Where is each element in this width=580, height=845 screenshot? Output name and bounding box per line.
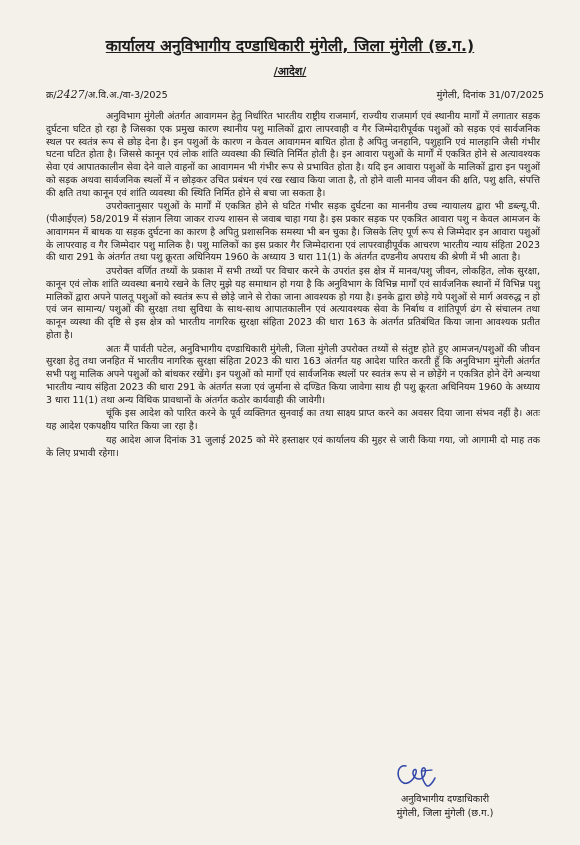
reference-handwritten-number: 2427 <box>56 88 85 101</box>
handwritten-signature <box>392 758 438 790</box>
paragraph-1: अनुविभाग मुंगेली अंतर्गत आवागमन हेतु निर्धारित भारतीय राष्ट्रीय राजमार्ग, राज्यीय राजमार्ग एवं स्थानीय मार्गों में लगातार सड़क दुर्घटना घटित हो रहा है जिसका एक प्रमुख कारण स्थानीय पशु मालिकों द्वारा लापरवाही व गैर जिम्मेदारीपूर्वक पशुओं को सड़क एवं सार्वजनिक स्थल पर स्वतंत्र रूप से छोड़ देना है। इन पशुओं के कारण न केवल आवागमन बाधित होता है अपितु जनहानि, पशुहानि एवं मालहानि जैसी गंभीर घटना घटित होता है। जिससे कानून एवं लोक शांति व्यवस्था की स्थिति निर्मित होती है। इन आवारा पशुओं के मार्गों में एकत्रित होने से अत्यावश्यक सेवा एवं आपातकालीन सेवा देने वाले वाहनों का आवागमन भी गंभीर रूप से प्रभावित होता है। यदि इन आवारा पशुओं के मालिकों द्वारा इन पशुओं को सड़क अथवा सार्वजनिक स्थलों में न छोड़कर उचित प्रबंधन एवं रख रखाव किया जाता है, तो होने वाली मानव जीवन की क्षति, पशु क्षति, संपत्ति की क्षति तथा कानून एवं शांति व्यवस्था की स्थिति निर्मित होने से बचा जा सकता है। <box>46 111 540 199</box>
paragraph-4: अतः मैं पार्वती पटेल, अनुविभागीय दण्डाधिकारी मुंगेली, जिला मुंगेली उपरोक्त तथ्यों से संतुष्ट होते हुए आमजन/पशुओं की जीवन सुरक्षा हेतु तथा जनहित में भारतीय नागरिक सुरक्षा संहिता 2023 की धारा 163 अंतर्गत यह आदेश पारित करती हूँ कि अनुविभाग मुंगेली अंतर्गत सभी पशु मालिक अपने पशुओं को बांधकर रखेंगे। इन पशुओं को मार्गों एवं सार्वजनिक स्थलों पर स्वतंत्र रूप से न छोड़ेंगे न एकत्रित होने देंगे अन्यथा भारतीय न्याय संहिता 2023 की धारा 291 के अंतर्गत सजा एवं जुर्माना से दण्डित किया जावेगा साथ ही पशु क्रूरता अधिनियम 1960 के अध्याय 3 धारा 11(1) तथा अन्य विधिक प्रावधानों के अंतर्गत कठोर कार्यवाही की जावेगी। <box>46 343 540 406</box>
office-title: कार्यालय अनुविभागीय दण्डाधिकारी मुंगेली, जिला मुंगेली (छ.ग.) <box>105 37 475 55</box>
reference-prefix: क्र/ <box>46 90 57 101</box>
signature-block <box>360 793 530 820</box>
place-date: मुंगेली, दिनांक 31/07/2025 <box>436 90 544 101</box>
signatory-designation: अनुविभागीय दण्डाधिकारी <box>400 794 490 805</box>
paragraph-3: उपरोक्त वर्णित तथ्यों के प्रकाश में सभी तथ्यों पर विचार करने के उपरांत इस क्षेत्र में मानव/पशु जीवन, लोकहित, लोक सुरक्षा, कानून एवं लोक शांति व्यवस्था बनाये रखने के लिए मुझे यह समाधान हो गया है कि अनुविभाग के विभिन्न मार्गों एवं सार्वजनिक स्थानों में विभिन्न पशु मालिकों द्वारा अपने पालतू पशुओं को स्वतंत्र रूप से छोड़े जाने से रोका जाना आवश्यक हो गया है। इनके द्वारा छोड़े गये पशुओं से मार्ग अवरुद्ध न हो एवं जन सामान्य/ पशुओं की सुरक्षा तथा सुविधा के साथ-साथ आपातकालीन एवं अत्यावश्यक सेवा के निर्बाध व शांतिपूर्ण ढंग से संचालन तथा कानून व्यस्था की दृष्टि से इस क्षेत्र को भारतीय नागरिक सुरक्षा संहिता 2023 की धारा 163 के अंतर्गत प्रतिबंधित किया जाना आवश्यक प्रतीत होता है। <box>46 266 540 341</box>
reference-number <box>46 88 168 101</box>
signatory-location: मुंगेली, जिला मुंगेली (छ.ग.) <box>396 807 494 819</box>
order-label: /आदेश/ <box>273 65 307 78</box>
paragraph-5: चूंकि इस आदेश को पारित करने के पूर्व व्यक्तिगत सुनवाई का तथा साक्ष्य प्राप्त करने का अवसर दिया जाना संभव नहीं है। अतः यह आदेश एकपक्षीय पारित किया जा रहा है। <box>46 408 540 432</box>
paragraph-2: उपरोक्तानुसार पशुओं के मार्गों में एकत्रित होने से घटित गंभीर सड़क दुर्घटना का माननीय उच्च न्यायालय द्वारा भी डब्ल्यू.पी. (पीआईएल) 58/2019 में संज्ञान लिया जाकर राज्य शासन से जवाब चाहा गया है। इस प्रकार सड़क पर एकत्रित आवारा पशु न केवल आमजन के आवागमन में बाधक या सड़क दुर्घटना का कारण है अपितु प्रशासनिक समस्या भी बन चुका है। जिसके लिए पूर्ण रूप से जिम्मेदार इन आवारा पशुओं के लापरवाह व गैर जिम्मेदार पशु मालिक है। पशु मालिकों का इस प्रकार गैर जिम्मेदाराना एवं लापरवाहीपूर्वक आचरण भारतीय न्याय संहिता 2023 की धारा 291 के अंतर्गत तथा पशु क्रूरता अधिनियम 1960 के अध्याय 3 धारा 11(1) के अंतर्गत दण्डनीय अपराध की श्रेणी में भी आता है। <box>46 201 540 264</box>
order-body <box>46 111 540 461</box>
paragraph-6: यह आदेश आज दिनांक 31 जुलाई 2025 को मेरे हस्ताक्षर एवं कार्यालय की मुहर से जारी किया गया, जो आगामी दो माह तक के लिए प्रभावी रहेगा। <box>46 434 540 459</box>
reference-suffix: /अ.वि.अ./वा-3/2025 <box>84 90 168 101</box>
